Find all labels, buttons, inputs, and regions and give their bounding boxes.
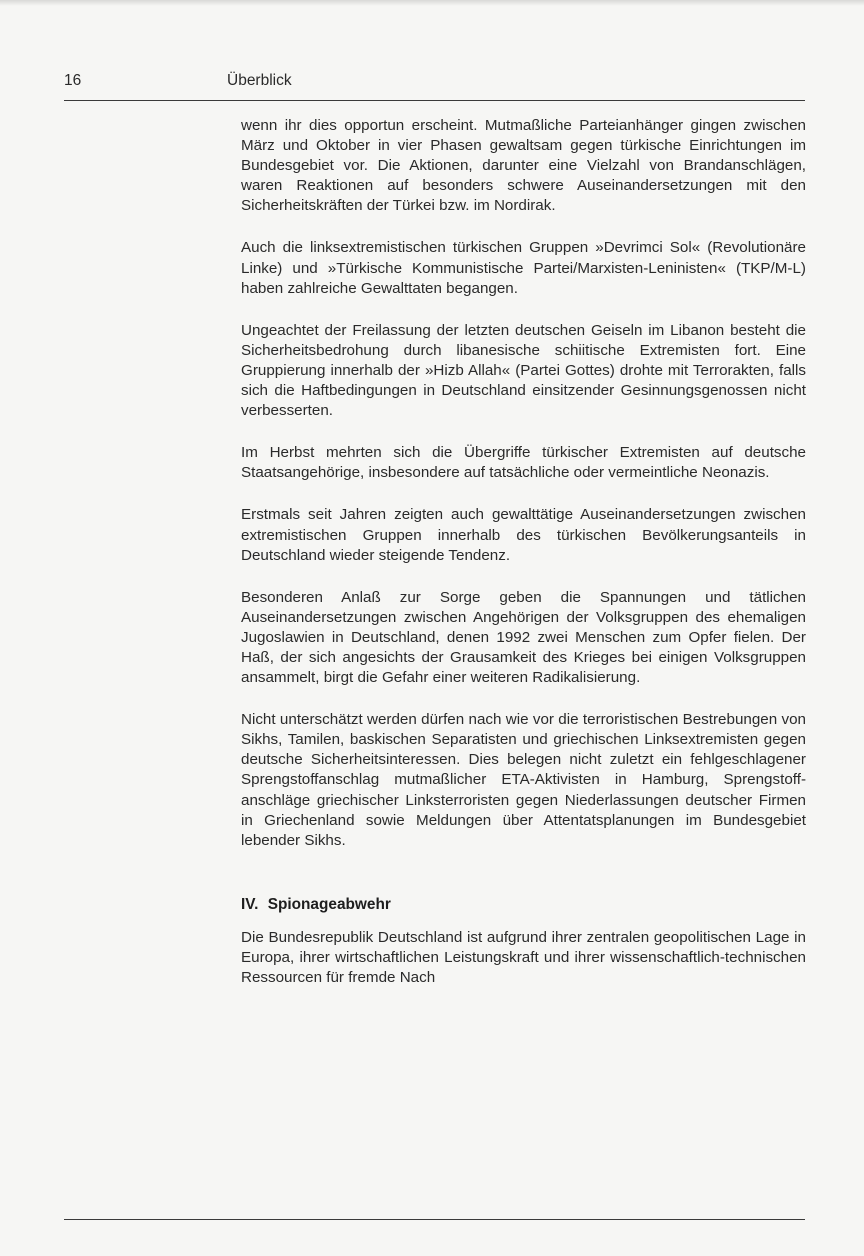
section-paragraph: Die Bundesrepublik Deutschland ist aufgrund ihrer zentralen geopolitischen Lage in Europa, ihrer wirtschaftlichen Leistungskraft und ihrer wissenschaftlich-technischen Ressourcen für fremde Nach xyxy=(241,928,806,986)
paragraph-1: wenn ihr dies opportun erscheint. Mutmaßliche Parteianhänger gingen zwischen März und Oktober in vier Phasen gewaltsam gegen türkische Einrichtungen im Bundesgebiet vor. Die Aktionen, darunter eine Vielzahl von Brandanschlägen, waren Reaktionen auf besonders schwere Auseinandersetzungen mit den Sicherheitskräften der Türkei bzw. im Nordirak. xyxy=(241,117,806,215)
section-title: Spionageabwehr xyxy=(267,895,391,913)
page-number: 16 xyxy=(64,72,82,89)
paragraph-4: Im Herbst mehrten sich die Übergriffe türkischer Extremisten auf deutsche Staatsangehörige, insbesondere auf tatsächliche oder vermeintliche Neonazis. xyxy=(241,444,806,482)
header-rule xyxy=(64,100,805,101)
paragraph-3: Ungeachtet der Freilassung der letzten deutschen Geiseln im Libanon besteht die Sicherheitsbedrohung durch libanesische schiitische Extremisten fort. Eine Gruppierung innerhalb der »Hizb Allah« (Partei Gottes) drohte mit Terrorakten, falls sich die Haftbedingungen in Deutschland einsitzender Gesinnungsgenossen nicht verbesserten. xyxy=(241,321,806,420)
paragraph-2: Auch die linksextremistischen türkischen Gruppen »Devrimci Sol« (Revolutionäre Linke) und »Türkische Kommunistische Partei/Marxisten-Leninisten« (TKP/M-L) haben zahlreiche Gewalttaten begangen. xyxy=(241,239,806,297)
running-head: Überblick xyxy=(227,72,292,89)
footer-rule xyxy=(64,1219,805,1220)
page-header xyxy=(64,72,804,96)
section-number: IV. xyxy=(241,895,259,913)
section-heading xyxy=(241,895,806,915)
paragraph-7: Nicht unterschätzt werden dürfen nach wie vor die terroristischen Bestrebungen von Sikhs, Tamilen, baskischen Separatisten und griechischen Linksextremisten gegen deutsche Sicherheitsinteressen. Dies belegen nicht zuletzt ein fehlgeschlagener Sprengstoffanschlag mutmaßlicher ETA-Aktivisten in Hamburg, Sprengstoffanschläge griechischer Linksterroristen gegen Niederlassungen deutscher Firmen in Griechenland sowie Meldungen über Attentatsplanungen im Bundesgebiet lebender Sikhs. xyxy=(241,711,806,849)
paragraph-6: Besonderen Anlaß zur Sorge geben die Spannungen und tätlichen Auseinandersetzungen zwischen Angehörigen der Volksgruppen des ehemaligen Jugoslawien in Deutschland, denen 1992 zwei Menschen zum Opfer fielen. Der Haß, der sich angesichts der Grausamkeit des Krieges bei einigen Volksgruppen ansammelt, birgt die Gefahr einer weiteren Radikalisierung. xyxy=(241,588,806,687)
page-top-edge xyxy=(0,0,864,6)
paragraph-5: Erstmals seit Jahren zeigten auch gewalttätige Auseinandersetzungen zwischen extremistischen Gruppen innerhalb des türkischen Bevölkerungsanteils in Deutschland wieder steigende Tendenz. xyxy=(241,506,806,564)
body-text xyxy=(241,116,806,1010)
